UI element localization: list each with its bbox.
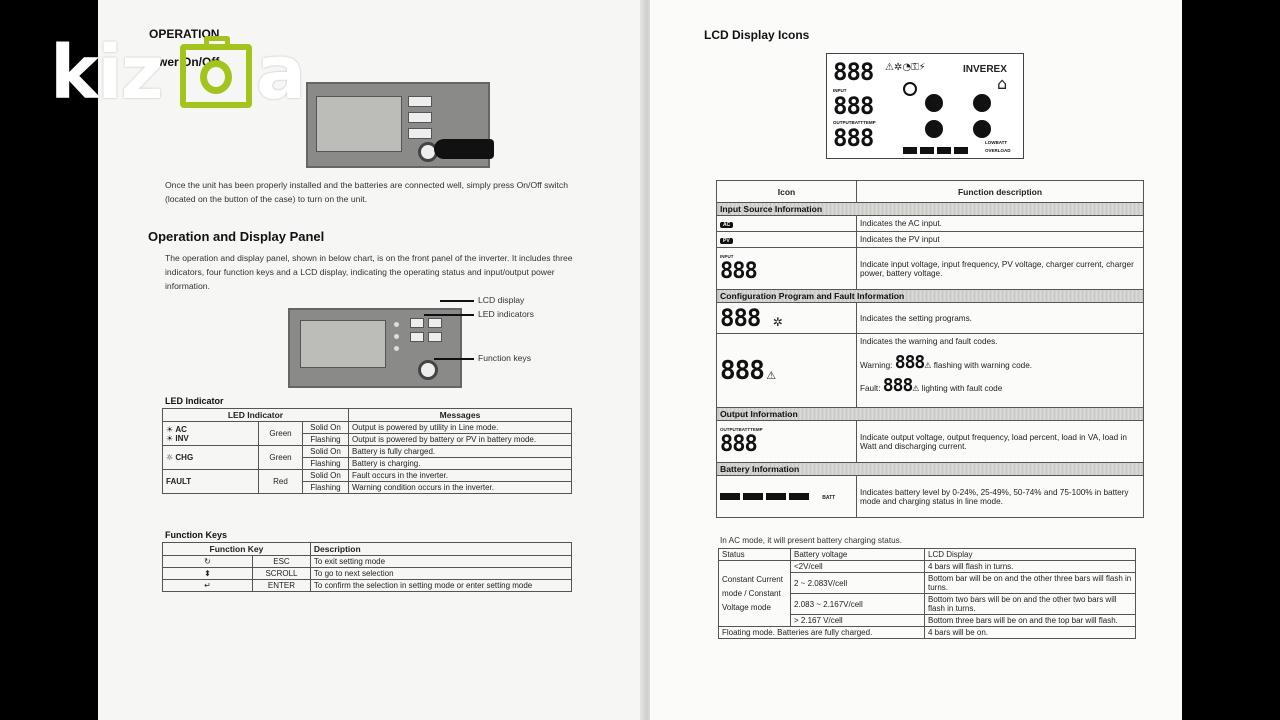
section-input-source: Input Source Information [717, 203, 1144, 216]
callout-led-indicators: LED indicators [478, 309, 534, 319]
fault-segment-display: 888 [720, 355, 764, 386]
function-keys-table: Function Key Description ↻ ESC To exit setting mode ⬍ SCROLL To go to next selection ↵ ENTER To confirm the selection in setting mode or enter setting mode [162, 542, 572, 592]
power-on-paragraph: Once the unit has been properly installed and the batteries are connected well, simply press On/Off switch (located on the button of the case) to turn on the unit. [165, 180, 569, 204]
gear-icon: ✲ [772, 315, 783, 329]
battery-bars [903, 142, 971, 150]
function-keys-title: Function Keys [165, 530, 228, 540]
section-battery: Battery Information [717, 463, 1144, 476]
scroll-icon: ⬍ [163, 568, 253, 580]
pv-tag: PV [720, 238, 733, 244]
power-heading: wer On/Off [158, 55, 220, 69]
charge-sun-icon: ☼ [166, 453, 174, 462]
camera-logo-icon [180, 44, 252, 108]
enter-icon: ↵ [163, 580, 253, 592]
led-indicator-table: LED Indicator Messages ☀ AC ☀ INV Green Solid On Output is powered by utility in Line mode. Flashing Output is powered by battery or PV in battery mode. ☼ CHG Green Solid On Battery is fully charged. Flashing Battery is charging. FAULT Red Solid On Fault occurs in the inverter. Flashing Warning condition occurs in the inverter. [162, 408, 572, 494]
esc-icon: ↻ [163, 556, 253, 568]
load-icon [973, 94, 991, 112]
ac-mode-note: In AC mode, it will present battery charging status. [720, 536, 903, 545]
kizoa-watermark-logo: kiz a [50, 30, 304, 116]
led-indicator-title: LED Indicator [165, 396, 224, 406]
lcd-icons-heading: LCD Display Icons [704, 28, 810, 42]
panel-paragraph: The operation and display panel, shown in below chart, is on the front panel of the inverter. It includes three indicators, four function keys and a LCD display, indicating the operating status and input/output power information. [165, 253, 573, 291]
warning-icon: ⚠ [766, 368, 777, 382]
inverter-panel-image [306, 82, 490, 168]
brand-label: INVEREX [963, 64, 1007, 75]
pv-icon [925, 120, 943, 138]
inverter-icon [925, 94, 943, 112]
callout-lcd-display: LCD display [478, 295, 525, 305]
panel-heading: Operation and Display Panel [148, 229, 325, 244]
floating-mode: Floating mode. Batteries are fully charged. [719, 627, 925, 639]
lcd-overview-diagram: 888 ⚠✲◔⚿⚡ INVEREX INPUT 888 OUTPUTBATTTEMP 888 ⌂ LOWBATT OVERLOAD [826, 53, 1024, 159]
section-config: Configuration Program and Fault Information [717, 290, 1144, 303]
section-output: Output Information [717, 408, 1144, 421]
constant-mode-label: Constant Current mode / Constant Voltage mode [719, 561, 791, 627]
output-segment-display: 888 [720, 431, 757, 457]
led-ac-inv: ☀ AC ☀ INV [163, 422, 259, 446]
battery-icon [973, 120, 991, 138]
sun-icon: ☀ [166, 433, 174, 443]
led-chg: ☼ CHG [163, 446, 259, 470]
batt-label: BATT [822, 495, 836, 501]
ac-tag: AC [720, 222, 733, 228]
status-icons: ⚠✲◔⚿⚡ [885, 62, 926, 73]
program-segment-display: 888 [720, 304, 761, 332]
home-icon: ⌂ [997, 74, 1008, 93]
sun-icon: ☀ [166, 424, 174, 434]
callout-function-keys: Function keys [478, 353, 532, 363]
lcd-icon-function-table: Icon Function description Input Source Information AC Indicates the AC input. PV Indicates the PV input INPUT 888 Indicate input voltage, input frequency, PV voltage, charger current, charger power, battery voltage. Configuration Program and Fault Information 888 ✲ Indicates the setting programs. 888 ⚠ Indicates the warning and fault codes. Warning: 888⚠ flashing with warning code. Fault: 888⚠ lighting with fault code Output Information OUTPUTBATTTEMP 888 Indicate output voltage, output frequency, load percent, load in VA, load in Watt and discharging current. Battery Information BATT Indicates battery level by 0-24%, 25-49%, 50-74% and 75-100% in battery mode and charging status in line mode. [716, 180, 1144, 518]
section-title: OPERATION [149, 27, 220, 41]
led-fault: FAULT [163, 470, 259, 494]
ac-source-icon [903, 82, 917, 96]
input-segment-display: 888 [720, 258, 757, 284]
charging-status-table: Status Battery voltage LCD Display Constant Current mode / Constant Voltage mode <2V/cell 4 bars will flash in turns. 2 ~ 2.083V/cell Bottom bar will be on and the other three bars will flash in turns. 2.083 ~ 2.167V/cell Bottom two bars will be on and the other two bars will flash in turns. > 2.167 V/cell Bottom three bars will be on and the top bar will flash. Floating mode. Batteries are fully charged. 4 bars will be on. [718, 548, 1136, 639]
display-panel-image [288, 308, 462, 388]
